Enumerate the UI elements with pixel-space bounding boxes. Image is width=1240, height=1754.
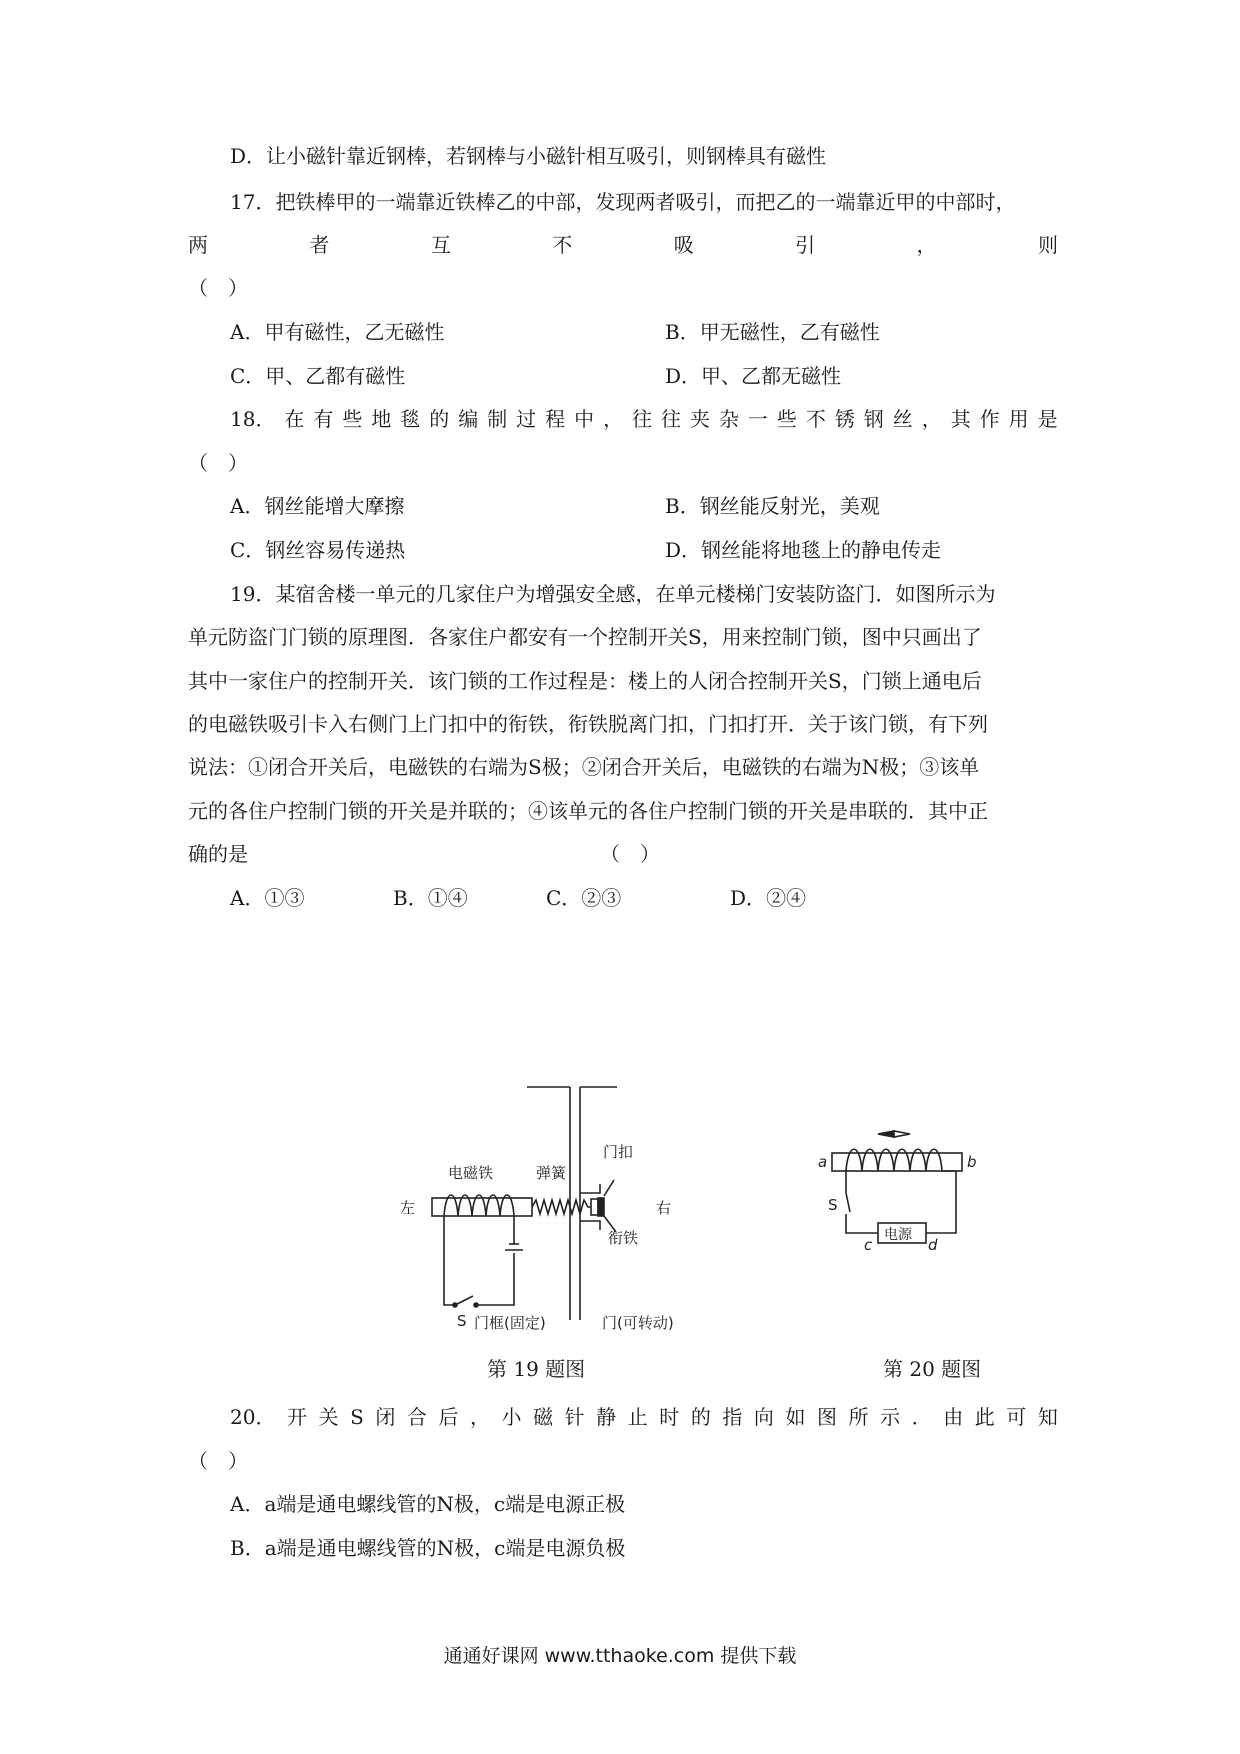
- q20-stem-char: 20．: [230, 1405, 276, 1429]
- q20-stem-char: 闭: [375, 1405, 396, 1429]
- q18-stem-char: 18．: [230, 407, 276, 431]
- q20-stem-char: ．: [911, 1405, 932, 1429]
- q19-stem-line7: 确的是: [188, 842, 248, 866]
- q18-stem-char: 往: [632, 407, 653, 431]
- q17-option-c: C．甲、乙都有磁性: [230, 364, 406, 388]
- q17-stem-char: 两: [188, 233, 208, 257]
- figure-19-caption: 第 19 题图: [487, 1357, 586, 1381]
- q18-stem-char: 的: [429, 407, 450, 431]
- q20-stem-char: 示: [880, 1405, 901, 1429]
- q18-stem-char: 锈: [834, 407, 855, 431]
- q19-option-b: B．①④: [393, 886, 468, 910]
- fig20-switch: [846, 1193, 850, 1212]
- fig20-label-b: b: [967, 1153, 977, 1171]
- q20-option-b: B．a端是通电螺线管的N极，c端是电源负极: [230, 1536, 626, 1560]
- q17-stem-char: 者: [309, 233, 330, 257]
- q20-stem-char: 所: [848, 1405, 869, 1429]
- q20-stem-char: 小: [501, 1405, 522, 1429]
- q20-stem-char: 后: [438, 1405, 459, 1429]
- q19-stem-line3: 其中一家住户的控制开关．该门锁的工作过程是：楼上的人闭合控制开关S，门锁上通电后: [188, 669, 982, 693]
- q18-option-d: D．钢丝能将地毯上的静电传走: [665, 538, 942, 562]
- fig19-label-latch: 门扣: [603, 1143, 634, 1161]
- q19-stem-line2: 单元防盗门门锁的原理图．各家住户都安有一个控制开关S，用来控制门锁，图中只画出了: [188, 625, 982, 649]
- q19-option-a: A．①③: [230, 886, 305, 910]
- q20-stem-char: 可: [1006, 1405, 1027, 1429]
- q17-stem-line1: 17．把铁棒甲的一端靠近铁棒乙的中部，发现两者吸引，而把乙的一端靠近甲的中部时，: [230, 190, 1016, 214]
- q18-stem-char: 作: [979, 407, 1000, 431]
- fig20-label-c: c: [864, 1236, 873, 1254]
- q20-stem-char: S: [350, 1405, 364, 1429]
- q18-stem-char: 有: [313, 407, 334, 431]
- q20-stem: [230, 1403, 1058, 1431]
- q20-stem-char: 针: [564, 1405, 585, 1429]
- q20-option-a: A．a端是通电螺线管的N极，c端是电源正极: [230, 1492, 626, 1516]
- q18-stem-char: 些: [776, 407, 797, 431]
- q18-stem-char: 些: [342, 407, 363, 431]
- q17-option-a: A．甲有磁性，乙无磁性: [230, 320, 445, 344]
- q20-stem-char: 时: [659, 1405, 680, 1429]
- q18-stem-char: ，: [603, 407, 624, 431]
- fig19-label-electromagnet: 电磁铁: [448, 1164, 494, 1182]
- fig19-label-door: 门(可转动): [602, 1314, 674, 1332]
- q19-stem-line1: 19．某宿舍楼一单元的几家住户为增强安全感，在单元楼梯门安装防盗门．如图所示为: [230, 582, 996, 606]
- q19-stem-line6: 元的各住户控制门锁的开关是并联的；④该单元的各住户控制门锁的开关是串联的．其中正: [188, 799, 988, 823]
- fig20-label-d: d: [928, 1236, 938, 1254]
- q20-stem-char: 静: [596, 1405, 617, 1429]
- q18-option-a: A．钢丝能增大摩擦: [230, 494, 405, 518]
- q17-stem-char: ，: [916, 233, 937, 257]
- compass-needle-south: [894, 1131, 910, 1137]
- q17-option-d: D．甲、乙都无磁性: [665, 364, 842, 388]
- q20-stem-char: 由: [943, 1405, 964, 1429]
- q18-stem-char: 丝: [892, 407, 913, 431]
- q16-option-d: D．让小磁针靠近钢棒，若钢棒与小磁针相互吸引，则钢棒具有磁性: [230, 144, 827, 168]
- q17-option-b: B．甲无磁性，乙有磁性: [665, 320, 880, 344]
- q20-stem-char: 知: [1037, 1405, 1058, 1429]
- q20-stem-char: 合: [406, 1405, 427, 1429]
- fig19-label-switch: S: [457, 1312, 467, 1330]
- q18-stem-char: 在: [284, 407, 305, 431]
- fig20-label-a: a: [818, 1153, 828, 1171]
- q18-stem-char: 用: [1008, 407, 1029, 431]
- q20-stem-char: 的: [690, 1405, 711, 1429]
- q18-option-c: C．钢丝容易传递热: [230, 538, 406, 562]
- q18-stem-char: 地: [371, 407, 392, 431]
- q20-answer-paren: （ ）: [188, 1449, 248, 1473]
- q19-option-d: D．②④: [730, 886, 807, 910]
- q18-stem-char: 钢: [863, 407, 884, 431]
- q19-stem-line4: 的电磁铁吸引卡入右侧门上门扣中的衔铁，衔铁脱离门扣，门扣打开．关于该门锁，有下列: [188, 712, 988, 736]
- page-footer: 通通好课网 www.tthaoke.com 提供下载: [443, 1645, 797, 1667]
- q20-stem-char: 开: [287, 1405, 307, 1429]
- fig19-label-spring: 弹簧: [536, 1164, 567, 1182]
- q17-stem-char: 引: [795, 233, 816, 257]
- q18-stem-char: 过: [516, 407, 537, 431]
- q17-stem-char: 吸: [673, 233, 694, 257]
- figure-20-caption: 第 20 题图: [883, 1357, 982, 1381]
- q17-answer-paren: （ ）: [188, 276, 248, 300]
- q18-stem-char: 编: [458, 407, 479, 431]
- q17-stem-char: 不: [552, 233, 573, 257]
- q18-option-b: B．钢丝能反射光，美观: [665, 494, 880, 518]
- fig19-label-armature: 衔铁: [608, 1229, 639, 1247]
- q18-stem-char: 不: [805, 407, 826, 431]
- fig19-label-frame: 门框(固定): [474, 1314, 546, 1332]
- q18-stem-char: 毯: [400, 407, 421, 431]
- q18-stem-char: ，: [921, 407, 942, 431]
- q17-stem-char: 则: [1037, 233, 1058, 257]
- q18-stem-char: 一: [747, 407, 768, 431]
- q18-stem-char: 杂: [718, 407, 739, 431]
- fig19-label-right: 右: [656, 1199, 672, 1217]
- q19-answer-paren: （ ）: [600, 842, 660, 866]
- q20-stem-char: 如: [785, 1405, 806, 1429]
- q18-stem-char: 往: [661, 407, 682, 431]
- q18-stem-char: 程: [545, 407, 566, 431]
- q18-answer-paren: （ ）: [188, 451, 248, 475]
- fig19-label-left: 左: [400, 1199, 416, 1217]
- q17-stem-char: 互: [430, 233, 451, 257]
- q20-stem-char: 止: [627, 1405, 648, 1429]
- q19-stem-line5: 说法：①闭合开关后，电磁铁的右端为S极；②闭合开关后，电磁铁的右端为N极；③该单: [188, 755, 980, 779]
- q18-stem-char: 其: [950, 407, 971, 431]
- q20-stem-char: 关: [318, 1405, 339, 1429]
- q20-stem-char: 磁: [533, 1405, 554, 1429]
- q18-stem-char: 夹: [689, 407, 710, 431]
- q19-option-c: C．②③: [546, 886, 622, 910]
- fig20-bottom-right-wire: [926, 1171, 956, 1233]
- q18-stem-char: 是: [1037, 407, 1058, 431]
- q18-stem-char: 中: [574, 407, 595, 431]
- q20-stem-char: 向: [753, 1405, 774, 1429]
- fig20-label-source: 电源: [884, 1227, 912, 1243]
- q20-stem-char: 此: [974, 1405, 995, 1429]
- q18-stem-char: 制: [487, 407, 508, 431]
- q20-stem-char: 指: [722, 1405, 743, 1429]
- q20-stem-char: 图: [817, 1405, 837, 1429]
- fig20-label-switch: S: [828, 1196, 838, 1214]
- q20-stem-char: ，: [469, 1405, 490, 1429]
- fig20-bottom-left-wire: [846, 1214, 878, 1233]
- compass-needle-north: [878, 1131, 894, 1137]
